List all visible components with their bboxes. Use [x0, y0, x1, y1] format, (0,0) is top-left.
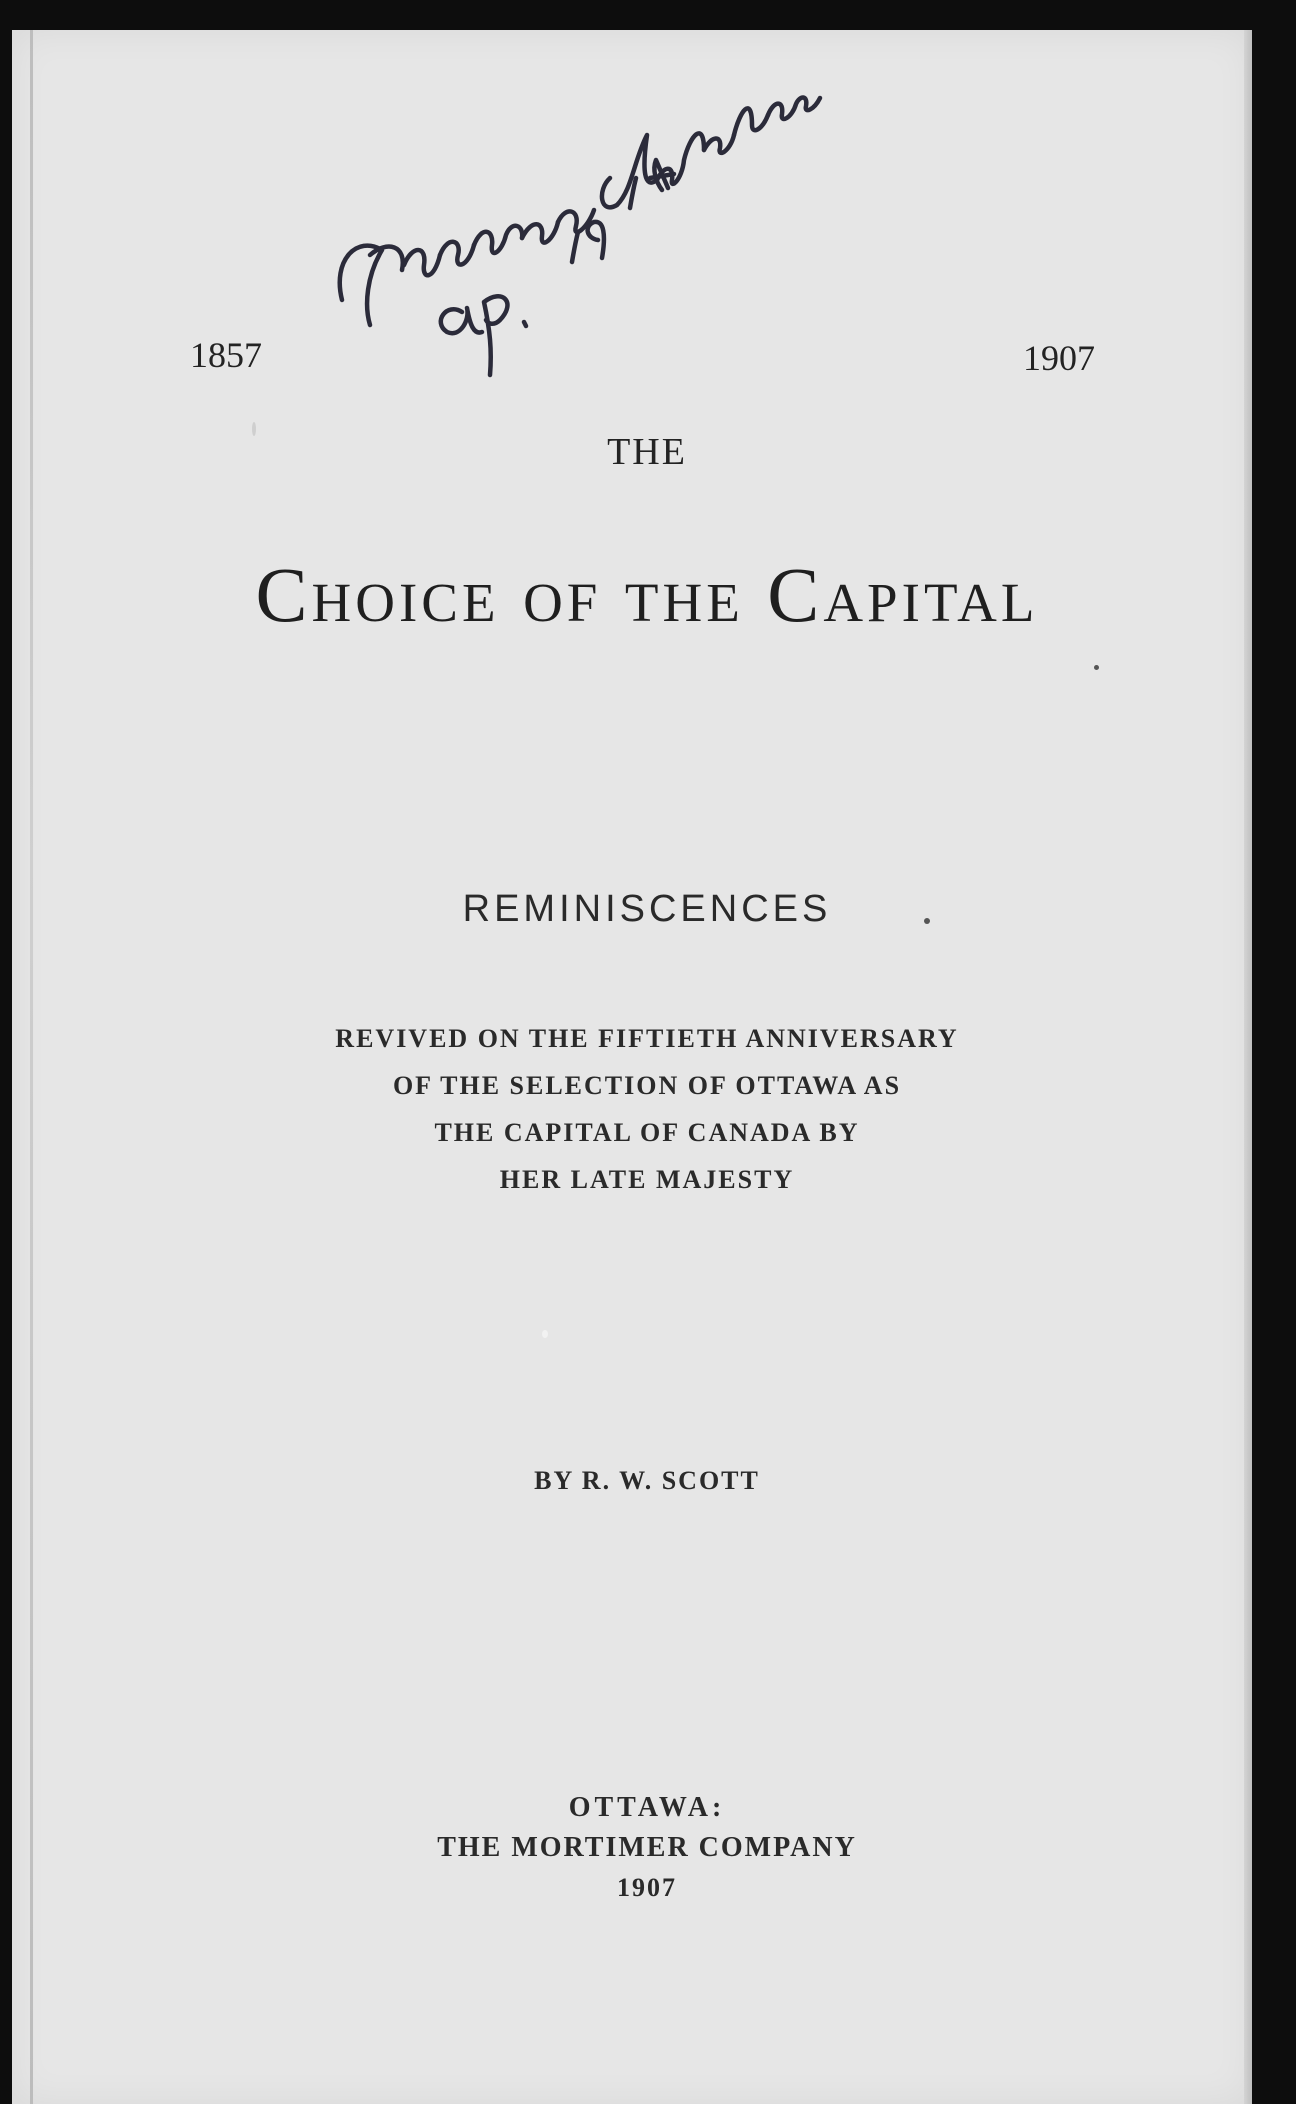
imprint-place: OTTAWA: [568, 1792, 726, 1823]
page-title: Choice of the Capital [255, 551, 1039, 638]
title-article: THE [607, 431, 687, 473]
paper-speck [252, 422, 256, 436]
imprint [12, 1788, 1252, 1908]
year-start: 1857 [190, 335, 262, 375]
imprint-publisher: THE MORTIMER COMPANY [437, 1832, 857, 1863]
description-line: REVIVED ON THE FIFTIETH ANNIVERSARY [335, 1024, 959, 1053]
title-page [12, 30, 1252, 2104]
paper-speck [1094, 665, 1099, 670]
imprint-year: 1907 [617, 1873, 677, 1902]
paper-speck [542, 1330, 548, 1338]
description-line: OF THE SELECTION OF OTTAWA AS [392, 1071, 902, 1100]
description [12, 1015, 1252, 1203]
handwritten-inscription [312, 40, 832, 380]
author-line: BY R. W. SCOTT [534, 1466, 760, 1495]
description-line: HER LATE MAJESTY [499, 1165, 795, 1194]
year-end: 1907 [1023, 338, 1095, 378]
paper-speck [924, 918, 930, 924]
description-line: THE CAPITAL OF CANADA BY [434, 1118, 860, 1147]
subtitle: REMINISCENCES [462, 888, 832, 930]
